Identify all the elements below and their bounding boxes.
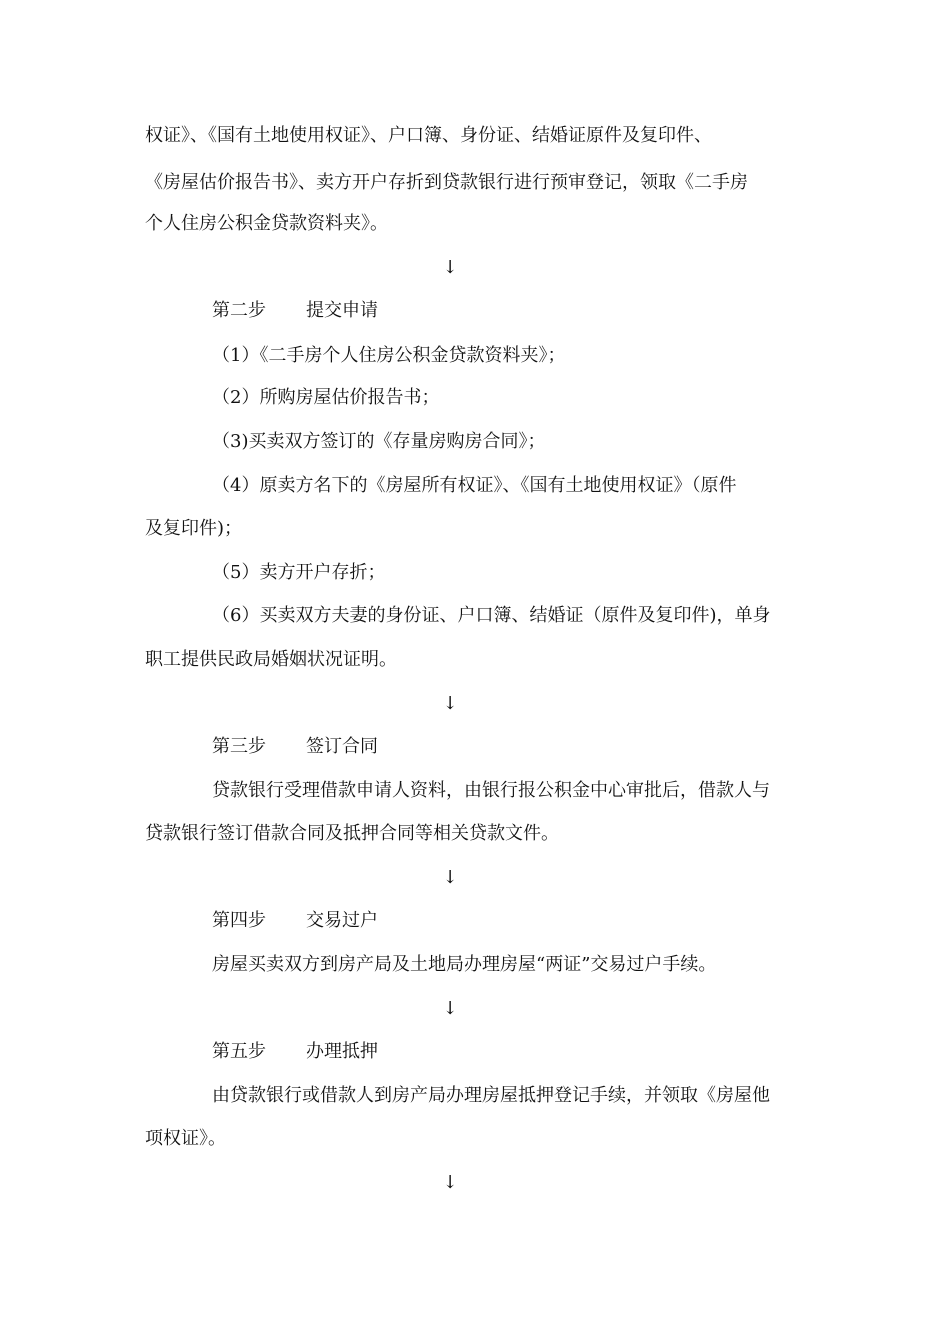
step4-heading [212,909,378,933]
down-arrow-icon: ↓ [442,998,458,1019]
step2-item-3: （3)买卖双方签订的《存量房购房合同》； [212,431,546,452]
down-arrow-icon: ↓ [442,257,458,278]
step2-number: 第二步 [212,300,266,321]
intro-line-3: 个人住房公积金贷款资料夹》。 [145,213,388,234]
down-arrow-icon: ↓ [442,693,458,714]
step2-item-2: （2）所购房屋估价报告书； [212,387,440,408]
step2-item-6: （6）买卖双方夫妻的身份证、户口簿、结婚证（原件及复印件)，单身 [212,605,771,626]
step5-line-2: 项权证》。 [145,1128,226,1149]
step5-name: 办理抵押 [306,1041,378,1062]
step4-line-1: 房屋买卖双方到房产局及土地局办理房屋“两证”交易过户手续。 [212,954,717,975]
step3-line-1: 贷款银行受理借款申请人资料，由银行报公积金中心审批后，借款人与 [212,780,770,801]
step2-item-6-cont: 职工提供民政局婚姻状况证明。 [145,649,397,670]
intro-line-2: 《房屋估价报告书》、卖方开户存折到贷款银行进行预审登记，领取《二手房 [145,172,748,193]
step2-name: 提交申请 [306,300,378,321]
step2-item-4: （4）原卖方名下的《房屋所有权证》、《国有土地使用权证》（原件 [212,475,737,496]
step2-item-5: （5）卖方开户存折； [212,562,386,583]
step5-line-1: 由贷款银行或借款人到房产局办理房屋抵押登记手续，并领取《房屋他 [212,1085,770,1106]
step2-item-4-cont: 及复印件)； [145,518,243,539]
step2-item-1: （1）《二手房个人住房公积金贷款资料夹》； [212,345,566,366]
down-arrow-icon: ↓ [442,867,458,888]
step5-heading [212,1040,378,1064]
step3-heading [212,735,378,759]
intro-line-1: 权证》、《国有土地使用权证》、户口簿、身份证、结婚证原件及复印件、 [145,125,712,146]
step5-number: 第五步 [212,1041,266,1062]
step3-number: 第三步 [212,736,266,757]
step4-name: 交易过户 [306,910,378,931]
step3-line-2: 贷款银行签订借款合同及抵押合同等相关贷款文件。 [145,823,559,844]
step4-number: 第四步 [212,910,266,931]
step3-name: 签订合同 [306,736,378,757]
down-arrow-icon: ↓ [442,1172,458,1193]
step2-heading [212,299,378,323]
